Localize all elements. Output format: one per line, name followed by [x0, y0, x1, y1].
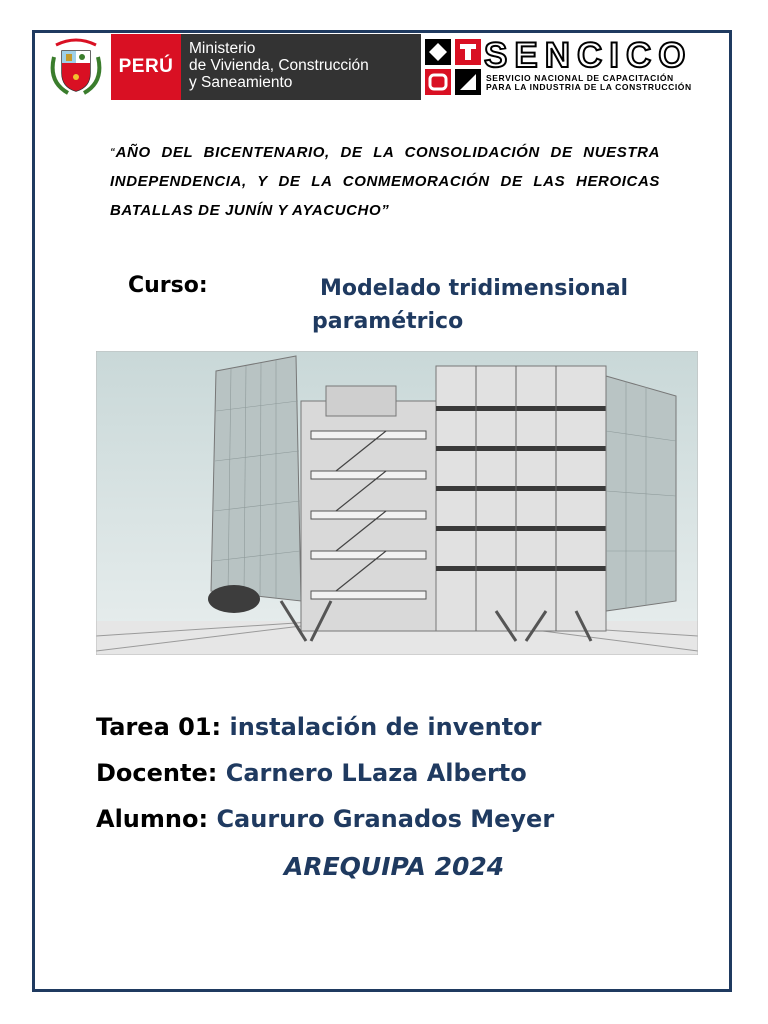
sencico-subtitle-line-1: SERVICIO NACIONAL DE CAPACITACIÓN: [486, 73, 674, 83]
ministry-line-2: de Vivienda, Construcción: [189, 57, 369, 74]
sencico-subtitle: [486, 74, 724, 92]
sencico-wordmark: SENCICO: [484, 36, 693, 75]
student-label: Alumno:: [96, 805, 209, 833]
student-line: [96, 805, 554, 833]
ministry-line-3: y Saneamiento: [189, 74, 293, 91]
student-value: Caururo Granados Meyer: [216, 805, 555, 833]
teacher-value: Carnero LLaza Alberto: [225, 759, 527, 787]
sencico-logo: [424, 38, 724, 96]
peru-label: PERÚ: [111, 34, 181, 100]
motto-text: AÑO DEL BICENTENARIO, DE LA CONSOLIDACIÓN DE NUESTRA INDEPENDENCIA, Y DE LA CONMEMORACIÓN DE LAS HEROICAS BATALLAS DE JUNÍN Y AYACUCHO”: [110, 144, 660, 219]
ministry-name: [181, 34, 421, 100]
building-section-image: [96, 351, 698, 655]
task-line: [96, 713, 542, 741]
ministry-line-1: Ministerio: [189, 40, 256, 57]
city-year: AREQUIPA 2024: [284, 852, 505, 881]
task-value: instalación de inventor: [229, 713, 542, 741]
government-header: [41, 34, 421, 100]
task-label: Tarea 01:: [96, 713, 222, 741]
course-label: Curso:: [128, 273, 208, 298]
sencico-logo-icon: [424, 38, 484, 96]
course-name: Modelado tridimensional paramétrico: [312, 276, 629, 334]
sencico-subtitle-line-2: PARA LA INDUSTRIA DE LA CONSTRUCCIÓN: [486, 82, 692, 92]
motto-open-quote: “: [110, 147, 116, 158]
teacher-line: [96, 759, 527, 787]
teacher-label: Docente:: [96, 759, 218, 787]
peru-coat-of-arms-icon: [41, 34, 111, 100]
year-motto: [110, 138, 660, 225]
